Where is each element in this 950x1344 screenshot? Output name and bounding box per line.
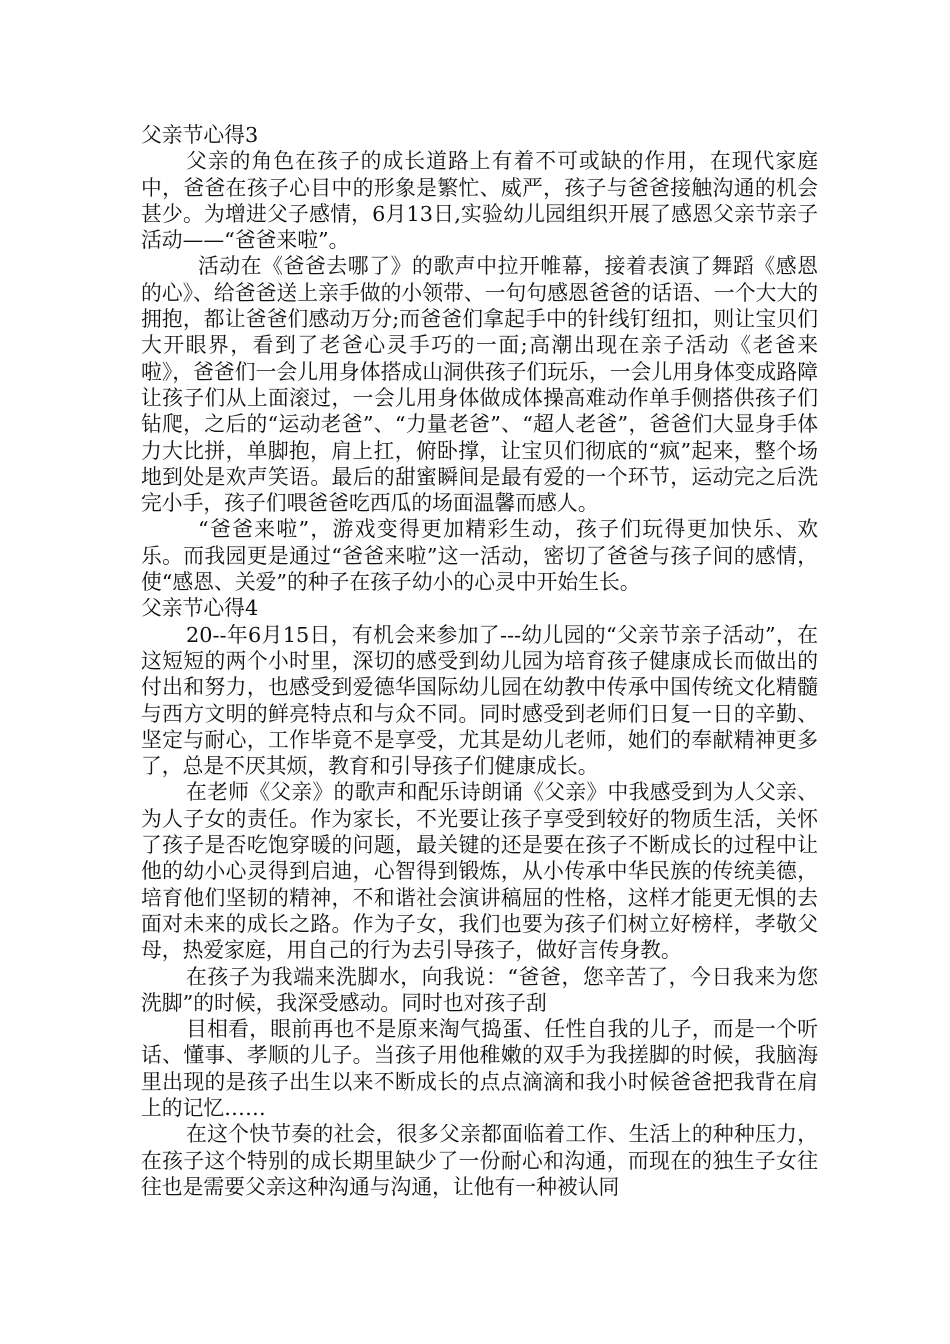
paragraph: 20--年6月15日，有机会来参加了---幼儿园的“父亲节亲子活动”，在这短短的两个小时里，深切的感受到幼儿园为培育孩子健康成长而做出的付出和努力，也感受到爱德华国际幼儿园在幼教中传承中国传统文化精髓与西方文明的鲜亮特点和与众不同。同时感受到老师们日复一日的辛勤、坚定与耐心，工作毕竟不是享受，尤其是幼儿老师，她们的奉献精神更多了，总是不厌其烦，教育和引导孩子们健康成长。 (141, 622, 818, 779)
section-heading: 父亲节心得3 (141, 123, 259, 147)
paragraph: 在这个快节奏的社会，很多父亲都面临着工作、生活上的种种压力，在孩子这个特别的成长期里缺少了一份耐心和沟通，而现在的独生子女往往也是需要父亲这种沟通与沟通，让他有一种被认同 (141, 1122, 818, 1199)
section-heading: 父亲节心得4 (141, 596, 259, 621)
paragraph: 目相看，眼前再也不是原来淘气捣蛋、任性自我的儿子，而是一个听话、懂事、孝顺的儿子。当孩子用他稚嫩的双手为我搓脚的时候，我脑海里出现的是孩子出生以来不断成长的点点滴滴和我小时候爸爸把我背在肩上的记忆…… (141, 1017, 818, 1120)
paragraph: 活动在《爸爸去哪了》的歌声中拉开帷幕，接着表演了舞蹈《感恩的心》、给爸爸送上亲手做的小领带、一句句感恩爸爸的话语、一个大大的拥抱，都让爸爸们感动万分;而爸爸们拿起手中的针线钉纽扣，则让宝贝们大开眼界，看到了老爸心灵手巧的一面;高潮出现在亲子活动《老爸来啦》，爸爸们一会儿用身体搭成山洞供孩子们玩乐，一会儿用身体变成路障让孩子们从上面滚过，一会儿用身体做成体操高难动作单手侧搭供孩子们钻爬，之后的“运动老爸”、“力量老爸”、“超人老爸”，爸爸们大显身手体力大比拼，单脚抱，肩上扛，俯卧撑，让宝贝们彻底的“疯”起来，整个场地到处是欢声笑语。最后的甜蜜瞬间是最有爱的一个环节，运动完之后洗完小手，孩子们喂爸爸吃西瓜的场面温馨而感人。 (141, 254, 818, 516)
document-body (141, 122, 818, 1200)
paragraph: 在孩子为我端来洗脚水，向我说：“爸爸，您辛苦了，今日我来为您洗脚”的时候，我深受感动。同时也对孩子刮 (141, 964, 818, 1015)
paragraph: “爸爸来啦”，游戏变得更加精彩生动，孩子们玩得更加快乐、欢乐。而我园更是通过“爸爸来啦”这一活动，密切了爸爸与孩子间的感情，使“感恩、关爱”的种子在孩子幼小的心灵中开始生长。 (141, 517, 818, 595)
paragraph: 在老师《父亲》的歌声和配乐诗朗诵《父亲》中我感受到为人父亲、为人子女的责任。作为家长，不光要让孩子享受到较好的物质生活，关怀了孩子是否吃饱穿暖的问题，最关键的还是要在孩子不断成长的过程中让他的幼小心灵得到启迪，心智得到锻炼，从小传承中华民族的传统美德，培育他们坚韧的精神，不和谐社会演讲稿屈的性格，这样才能更无惧的去面对未来的成长之路。作为子女，我们也要为孩子们树立好榜样，孝敬父母，热爱家庭，用自己的行为去引导孩子，做好言传身教。 (141, 780, 818, 963)
paragraph: 父亲的角色在孩子的成长道路上有着不可或缺的作用，在现代家庭中，爸爸在孩子心目中的形象是繁忙、威严，孩子与爸爸接触沟通的机会甚少。为增进父子感情，6月13日,实验幼儿园组织开展了感恩父亲节亲子活动——“爸爸来啦”。 (141, 149, 818, 253)
